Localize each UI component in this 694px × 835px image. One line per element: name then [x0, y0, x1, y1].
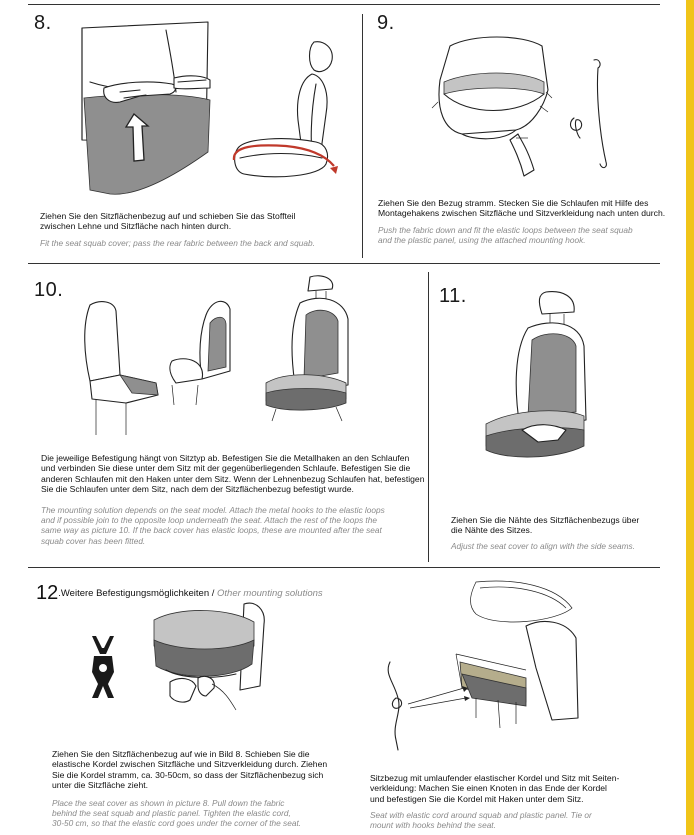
cord-clip-icon: [86, 634, 120, 700]
step-8-text-de: Ziehen Sie den Sitzflächenbezug auf und schieben Sie das Stoffteil zwischen Lehne und Sitzfläche nach hinten durch.: [40, 211, 296, 232]
step-12-right-text-de: Sitzbezug mit umlaufender elastischer Kordel und Sitz mit Seiten- verkleidung: Machen Sie einen Knoten in das Ende der Kordel und befestigen Sie die Kordel mit Haken unter dem Sitz.: [370, 773, 620, 804]
step-12-illustration-right: [376, 578, 582, 760]
step-10-illustration-seats: [76, 275, 366, 437]
step-9-text-de: Ziehen Sie den Bezug stramm. Stecken Sie die Schlaufen mit Hilfe des Montagehakens zwischen Sitzfläche und Sitzverkleidung nach unten durch.: [378, 198, 666, 219]
step-10-number: 10.: [34, 279, 64, 301]
step-10-text-de: Die jeweilige Befestigung hängt von Sitztyp ab. Befestigen Sie die Metallhaken an den Schlaufen und verbinden Sie diese unter dem Sitz mit der gegenüberliegenden Schlaufe. Befestigen Sie die anderen Schlaufen mit den Haken unter dem Sitz. Wenn der Lehnenbezug Schlaufen hat, befestigen Sie die Schlaufen unter dem Sitz, nach dem der Sitzflächenbezug befestigt wurde.: [41, 453, 425, 495]
step-11-illustration-seat: [476, 290, 612, 470]
step-10-text-en: The mounting solution depends on the seat model. Attach the metal hooks to the elastic loops and if possible join to the opposite loop underneath the seat. Attach the rest of the loops the same way as picture 10. If the back cover has elastic loops, these are mounted after the seat squab cover has been fitted.: [41, 505, 385, 546]
step-8-illustration-seat: [226, 40, 346, 190]
step-12-illustration-left: [140, 600, 282, 716]
divider-vertical-top: [362, 14, 363, 258]
step-11-number: 11.: [439, 285, 467, 307]
step-9-number: 9.: [377, 12, 395, 34]
divider-vertical-middle: [428, 272, 429, 562]
step-11-text-de: Ziehen Sie die Nähte des Sitzflächenbezugs über die Nähte des Sitzes.: [451, 515, 640, 536]
step-12-heading-en: Other mounting solutions: [217, 588, 323, 599]
step-9-text-en: Push the fabric down and fit the elastic loops between the seat squab and the plastic panel, using the attached mounting hook.: [378, 225, 633, 246]
step-12-number: 12: [36, 582, 59, 604]
step-8-illustration-hands: [80, 22, 212, 202]
step-8-number: 8.: [34, 12, 52, 34]
step-11-text-en: Adjust the seat cover to align with the side seams.: [451, 541, 636, 551]
divider-horizontal-1: [28, 263, 660, 264]
divider-horizontal-2: [28, 567, 660, 568]
step-12-right-text-en: Seat with elastic cord around squab and plastic panel. Tie or mount with hooks behind the seat.: [370, 810, 592, 831]
step-9-illustration-seat: [432, 30, 558, 180]
top-rule: [28, 4, 660, 5]
mounting-hook-icon: [566, 56, 614, 172]
step-12-left-text-de: Ziehen Sie den Sitzflächenbezug auf wie in Bild 8. Schieben Sie die elastische Kordel zwischen Sitzfläche und Sitzverkleidung durch. Ziehen Sie die Kordel stramm, ca. 30-50cm, so dass der Sitzflächenbezug sich unter die Sitzfläche zieht.: [52, 749, 328, 791]
step-12-heading-de: .Weitere Befestigungsmöglichkeiten: [58, 588, 210, 599]
step-12-heading-sep: /: [209, 588, 218, 599]
step-12-left-text-en: Place the seat cover as shown in picture 8. Pull down the fabric behind the seat squab and plastic panel. Tighten the elastic cord, 30-50 cm, so that the elastic cord goes under the corner of the seat.: [52, 798, 302, 829]
step-8-text-en: Fit the seat squab cover; pass the rear fabric between the back and squab.: [40, 238, 315, 248]
accent-bar: [686, 0, 694, 835]
